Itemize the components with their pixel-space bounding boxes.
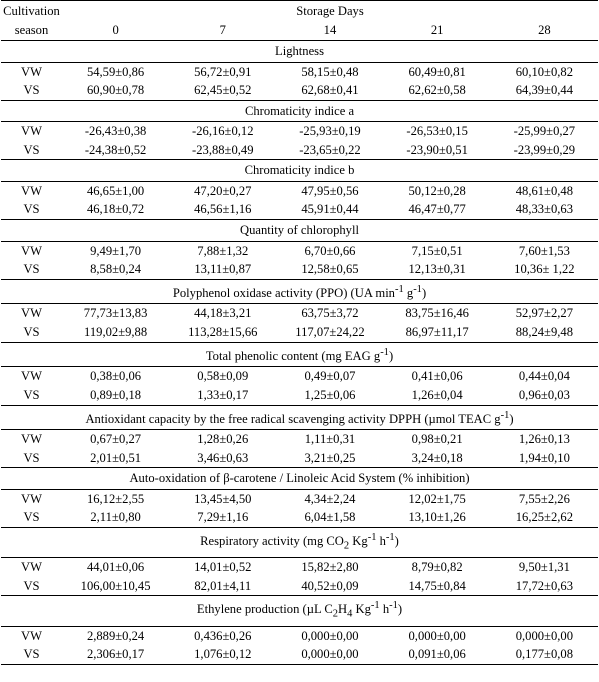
table-cell: 10,36± 1,22 [514, 262, 575, 277]
section-title: Antioxidant capacity by the free radical scavenging activity DPPH (µmol TEAC $g^{-1}$) [1, 405, 598, 430]
table-cell: 7,29±1,16 [197, 510, 249, 525]
table-cell: 17,72±0,63 [515, 578, 574, 593]
day-header: 14 [323, 23, 337, 37]
table-cell: 0,000±0,00 [276, 645, 383, 664]
table-cell: 3,21±0,25 [304, 450, 356, 465]
table-cell: 0,67±0,27 [90, 432, 142, 447]
table-cell: 3,46±0,63 [197, 450, 249, 465]
row-label: VS [23, 325, 40, 340]
table-cell: 60,10±0,82 [515, 64, 574, 79]
row-label: VW [21, 560, 42, 575]
table-cell: 77,73±13,83 [83, 306, 148, 321]
table-cell: 14,75±0,84 [408, 578, 466, 593]
season-header: season [14, 23, 49, 37]
row-label: VS [1, 645, 62, 664]
table-cell: -23,65±0,22 [299, 142, 361, 157]
table-cell: 47,95±0,56 [301, 183, 359, 198]
table-cell: 46,56±1,16 [194, 202, 252, 217]
row-label: VS [23, 510, 40, 525]
row-label: VW [21, 432, 42, 447]
table-cell: 2,306±0,17 [62, 645, 169, 664]
table-cell: 7,60±1,53 [518, 243, 570, 258]
table-cell: 46,65±1,00 [86, 183, 145, 198]
cultivation-header: Cultivation [1, 1, 62, 22]
row-label: VS [23, 578, 40, 593]
table-row [1, 558, 598, 577]
table-cell: 0,89±0,18 [90, 387, 142, 402]
table-cell: 62,45±0,52 [194, 83, 252, 98]
table-cell: 48,61±0,48 [515, 183, 574, 198]
section-title-row [1, 405, 598, 430]
table-cell: 16,25±2,62 [515, 510, 574, 525]
table-cell: 46,18±0,72 [86, 202, 145, 217]
table-cell: 7,88±1,32 [197, 243, 249, 258]
table-cell: 1,076±0,12 [169, 645, 276, 664]
table-cell: 48,33±0,63 [515, 202, 574, 217]
table-cell: -26,16±0,12 [192, 124, 254, 139]
row-label: VS [23, 450, 40, 465]
table-row [1, 430, 598, 449]
table-cell: 8,58±0,24 [90, 262, 142, 277]
row-label: VW [21, 628, 42, 643]
table-cell: 13,45±4,50 [194, 491, 252, 506]
table-cell: 106,00±10,45 [80, 578, 151, 593]
table-row [1, 577, 598, 596]
table-cell: 56,72±0,91 [194, 64, 252, 79]
table-cell: 1,94±0,10 [518, 450, 570, 465]
table-cell: 13,11±0,87 [194, 262, 252, 277]
table-cell: 45,91±0,44 [301, 202, 359, 217]
table-row [1, 386, 598, 405]
table-cell: 1,25±0,06 [304, 387, 356, 402]
table-cell: 3,24±0,18 [411, 450, 463, 465]
table-cell: 0,000±0,00 [515, 628, 574, 643]
section-title-row [1, 528, 598, 558]
table-cell: 117,07±24,22 [295, 325, 365, 340]
table-row [1, 81, 598, 100]
table-cell: 16,12±2,55 [86, 491, 145, 506]
table-row [1, 62, 598, 81]
table-row [1, 449, 598, 468]
day-header: 7 [219, 23, 226, 37]
section-title: Quantity of chlorophyll [1, 220, 598, 242]
table-cell: 0,49±0,07 [304, 369, 356, 384]
table-row [1, 626, 598, 645]
table-cell: 44,01±0,06 [86, 560, 145, 575]
table-cell: 13,10±1,26 [408, 510, 466, 525]
day-header: 28 [538, 23, 551, 37]
table-row [1, 645, 598, 664]
section-title: Ethylene production (µL $C_2H_4$ $Kg^{-1}$ $h^{-1}$) [1, 596, 598, 626]
header-row-1 [1, 1, 598, 22]
table-cell: 9,50±1,31 [518, 560, 570, 575]
section-title: Lightness [1, 41, 598, 63]
section-title-row [1, 468, 598, 490]
section-title: Chromaticity indice a [1, 100, 598, 122]
table-row [1, 508, 598, 527]
table-cell: 58,15±0,48 [301, 64, 359, 79]
table-cell: 0,38±0,06 [90, 369, 142, 384]
table-cell: 62,62±0,58 [408, 83, 466, 98]
table-cell: 1,26±0,13 [518, 432, 570, 447]
table-cell: 6,04±1,58 [304, 510, 356, 525]
header-row-2 [1, 21, 598, 41]
row-label: VW [21, 64, 42, 79]
row-label: VS [23, 142, 40, 157]
table-cell: 82,01±4,11 [194, 578, 252, 593]
table-cell: 15,82±2,80 [301, 560, 359, 575]
row-label: VW [21, 243, 42, 258]
table-cell: 86,97±11,17 [405, 325, 469, 340]
table-cell: 60,90±0,78 [86, 83, 145, 98]
table-cell: 12,58±0,65 [301, 262, 359, 277]
row-label: VW [21, 183, 42, 198]
section-title-row [1, 596, 598, 626]
table-cell: 113,28±15,66 [188, 325, 258, 340]
section-title-row [1, 342, 598, 367]
table-cell: 0,58±0,09 [197, 369, 249, 384]
table-cell: 0,436±0,26 [194, 628, 252, 643]
table-cell: -23,90±0,51 [406, 142, 468, 157]
row-label: VW [21, 491, 42, 506]
row-label: VW [21, 124, 42, 139]
table-cell: 2,11±0,80 [90, 510, 141, 525]
table-cell: 0,000±0,00 [408, 628, 466, 643]
table-cell: 8,79±0,82 [411, 560, 463, 575]
table-cell: 0,091±0,06 [384, 645, 491, 664]
data-table [1, 0, 598, 665]
table-cell: 1,11±0,31 [304, 432, 356, 447]
table-cell: 1,33±0,17 [197, 387, 249, 402]
row-label: VS [23, 387, 40, 402]
row-label: VS [23, 83, 40, 98]
table-cell: 0,177±0,08 [491, 645, 598, 664]
table-cell: 2,01±0,51 [90, 450, 142, 465]
row-label: VW [21, 369, 42, 384]
table-cell: -26,53±0,15 [406, 124, 468, 139]
table-row [1, 122, 598, 141]
table-cell: 44,18±3,21 [194, 306, 252, 321]
table-cell: 14,01±0,52 [194, 560, 252, 575]
table-cell: 0,44±0,04 [518, 369, 570, 384]
table-cell: 63,75±3,72 [301, 306, 359, 321]
table-cell: 60,49±0,81 [408, 64, 466, 79]
table-cell: 54,59±0,86 [86, 64, 145, 79]
table-cell: 64,39±0,44 [515, 83, 574, 98]
table-cell: -25,93±0,19 [299, 124, 361, 139]
table-cell: 12,13±0,31 [408, 262, 466, 277]
table-cell: 7,55±2,26 [518, 491, 570, 506]
table-cell: 52,97±2,27 [515, 306, 574, 321]
section-title: Auto-oxidation of β-carotene / Linoleic Acid System (% inhibition) [1, 468, 598, 490]
table-cell: -26,43±0,38 [84, 124, 147, 139]
table-cell: 119,02±9,88 [84, 325, 148, 340]
day-header: 0 [112, 23, 119, 37]
table-row [1, 141, 598, 160]
section-title: Respiratory activity (mg $CO_2$ $Kg^{-1}$ $h^{-1}$) [1, 528, 598, 558]
table-row [1, 260, 598, 279]
table-cell: 88,24±9,48 [515, 325, 574, 340]
table-cell: 12,02±1,75 [408, 491, 466, 506]
table-cell: 0,000±0,00 [301, 628, 359, 643]
table-cell: 40,52±0,09 [301, 578, 359, 593]
section-title-row [1, 100, 598, 122]
section-title-row [1, 220, 598, 242]
table-cell: -25,99±0,27 [513, 124, 576, 139]
section-title: Polyphenol oxidase activity (PPO) (UA $\min^{-1} g^{-1}$) [1, 279, 598, 304]
table-cell: 2,889±0,24 [86, 628, 145, 643]
table-cell: 83,75±16,46 [405, 306, 469, 321]
table-row [1, 367, 598, 386]
table-cell: 46,47±0,77 [408, 202, 466, 217]
table-row [1, 489, 598, 508]
section-title-row [1, 160, 598, 182]
day-header: 21 [430, 23, 444, 37]
table-cell: -23,88±0,49 [192, 142, 254, 157]
table-cell: 9,49±1,70 [90, 243, 142, 258]
table-cell: 4,34±2,24 [304, 491, 356, 506]
section-title-row [1, 279, 598, 304]
table-row [1, 200, 598, 219]
table-cell: 7,15±0,51 [411, 243, 463, 258]
storage-days-header: Storage Days [62, 1, 598, 22]
table-cell: 50,12±0,28 [408, 183, 466, 198]
section-title-row [1, 41, 598, 63]
table-cell: 1,28±0,26 [197, 432, 249, 447]
table-cell: 1,26±0,04 [411, 387, 463, 402]
section-title: Total phenolic content (mg EAG $g^{-1}$) [1, 342, 598, 367]
table-cell: 6,70±0,66 [304, 243, 356, 258]
row-label: VS [23, 202, 40, 217]
row-label: VW [21, 306, 42, 321]
table-cell: 0,98±0,21 [411, 432, 463, 447]
table-cell: 0,41±0,06 [411, 369, 463, 384]
table-row [1, 241, 598, 260]
table-row [1, 304, 598, 323]
table-cell: -23,99±0,29 [513, 142, 576, 157]
table-cell: 62,68±0,41 [301, 83, 359, 98]
row-label: VS [23, 262, 40, 277]
table-row [1, 323, 598, 342]
table-cell: 47,20±0,27 [194, 183, 252, 198]
table-cell: 0,96±0,03 [518, 387, 570, 402]
table-row [1, 181, 598, 200]
section-title: Chromaticity indice b [1, 160, 598, 182]
table-cell: -24,38±0,52 [84, 142, 147, 157]
